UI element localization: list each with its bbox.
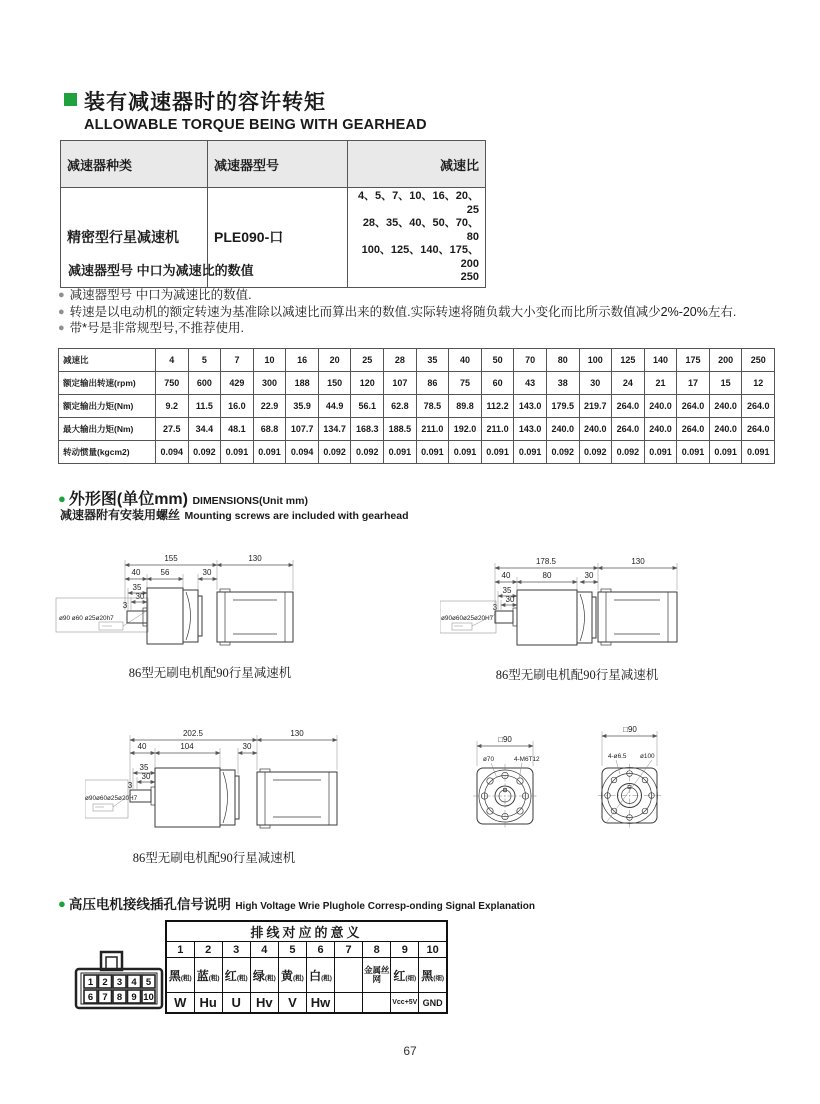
connector-pin-number: 3: [116, 977, 123, 988]
mounting-note-cn: 减速器附有安装用螺丝: [60, 508, 181, 522]
drawing-caption: 86型无刷电机配90行星减速机: [128, 666, 292, 680]
connector-pin-number: 7: [102, 992, 108, 1003]
dimensions-heading-en: DIMENSIONS(Unit mm): [192, 495, 308, 507]
table-cell: 0.091: [221, 441, 254, 464]
note-item: [58, 304, 798, 321]
table-row-max-torque: [59, 418, 775, 441]
connector-pin-number: 5: [145, 977, 152, 988]
table-cell: 7: [335, 942, 363, 958]
table-cell: 3: [222, 942, 250, 958]
table-cell: 0.092: [579, 441, 612, 464]
table-cell: 5: [188, 349, 221, 372]
table-cell: 0.091: [742, 441, 775, 464]
signal-cell: W: [166, 993, 194, 1014]
dim-label: 178.5: [535, 557, 557, 566]
wire-cell: 蓝(粗): [194, 958, 222, 993]
bullet-icon: ●: [58, 289, 65, 301]
table-cell: 0.091: [481, 441, 514, 464]
table-cell: 219.7: [579, 395, 612, 418]
table-cell: 60: [481, 372, 514, 395]
table-cell: 10: [419, 942, 447, 958]
dim-label: 40: [131, 568, 141, 577]
table-cell: 107: [384, 372, 417, 395]
table-cell: 0.091: [416, 441, 449, 464]
col-header-model: 减速器型号: [208, 141, 348, 188]
bullet-icon: ●: [58, 305, 65, 318]
dim-label: 202.5: [182, 729, 204, 738]
dim-label: 30: [141, 772, 151, 781]
dim-label: 30: [135, 592, 145, 601]
table-cell: 20: [318, 349, 351, 372]
table-cell: 1: [166, 942, 194, 958]
table-cell: 17: [677, 372, 710, 395]
wire-cell: 绿(粗): [250, 958, 278, 993]
table-cell: 44.9: [318, 395, 351, 418]
table-cell: 0.094: [156, 441, 189, 464]
table-cell: 188: [286, 372, 319, 395]
col-header-type: 减速器种类: [61, 141, 208, 188]
table-cell: 150: [318, 372, 351, 395]
connector-pin-row-2: [84, 990, 155, 1003]
drawing-caption: 86型无刷电机配90行星减速机: [495, 668, 659, 682]
table-cell: 240.0: [546, 418, 579, 441]
connector-icon: [73, 948, 165, 1010]
wire-cell: 黄(粗): [278, 958, 306, 993]
table-cell: 211.0: [416, 418, 449, 441]
dim-label: 104: [180, 742, 194, 751]
connector-pin-number: 6: [87, 992, 94, 1003]
table-cell: 0.092: [318, 441, 351, 464]
table-cell: 0.091: [709, 441, 742, 464]
table-cell: 0.092: [612, 441, 645, 464]
table-cell: 264.0: [742, 418, 775, 441]
table-cell: 120: [351, 372, 384, 395]
dimension-drawing-3: [85, 728, 430, 863]
shaft-diameter-labels: ø90ø60ø25ø20H7: [441, 615, 494, 622]
flange-label: 4-M6T12: [514, 756, 540, 763]
flange-label: ø100: [640, 753, 655, 760]
signal-table: [165, 920, 448, 1014]
table-cell: 0.091: [449, 441, 482, 464]
table-cell: 143.0: [514, 395, 547, 418]
signal-heading-cn: 高压电机接线插孔信号说明: [68, 897, 231, 912]
dim-label: 40: [501, 571, 511, 580]
table-cell: 8: [363, 942, 391, 958]
signal-cell: Vcc+5V: [391, 993, 419, 1014]
signal-heading: [58, 893, 535, 914]
signal-cell: GND: [419, 993, 447, 1014]
table-cell: 264.0: [612, 418, 645, 441]
signal-cell: V: [278, 993, 306, 1014]
connector-pin-number: 1: [87, 977, 94, 988]
table-cell: 0.092: [188, 441, 221, 464]
dim-label: 130: [290, 729, 304, 738]
table-cell: 100: [579, 349, 612, 372]
section-bullet-icon: ●: [58, 491, 66, 506]
table-cell: 34.4: [188, 418, 221, 441]
signal-cell: Hu: [194, 993, 222, 1014]
page-title-en: ALLOWABLE TORQUE BEING WITH GEARHEAD: [84, 117, 427, 133]
table-cell: 0.092: [351, 441, 384, 464]
table-cell: 89.8: [449, 395, 482, 418]
table-cell: 200: [709, 349, 742, 372]
table-cell: 600: [188, 372, 221, 395]
table-cell: 21: [644, 372, 677, 395]
table-cell: 11.5: [188, 395, 221, 418]
dim-label: 30: [505, 595, 515, 604]
table-cell: 86: [416, 372, 449, 395]
flange-label: 4-ø6.5: [608, 753, 627, 760]
page-title-block: [64, 86, 427, 133]
table-cell: 240.0: [579, 418, 612, 441]
note-item: [58, 320, 798, 337]
dim-label: 35: [502, 586, 512, 595]
table-cell: 140: [644, 349, 677, 372]
table-cell: 300: [253, 372, 286, 395]
connector-pin-number: 4: [131, 977, 137, 988]
dimension-drawing-2: [440, 545, 785, 677]
dim-label: 130: [631, 557, 645, 566]
table-cell: 107.7: [286, 418, 319, 441]
signal-cell: [363, 993, 391, 1014]
table-cell: 429: [221, 372, 254, 395]
ratio-line: 250: [460, 271, 479, 283]
table-cell: 6: [306, 942, 334, 958]
table-cell: 0.092: [546, 441, 579, 464]
wire-cell: [335, 958, 363, 993]
dim-label: 35: [132, 583, 142, 592]
shaft-diameter-labels: ø90 ø60 ø25ø20h7: [59, 615, 114, 622]
note-text: 带*号是非常规型号,不推荐使用.: [69, 321, 244, 335]
table-cell: 240.0: [709, 395, 742, 418]
ratio-line: 4、5、7、10、16、20、25: [357, 190, 479, 216]
connector-pin-number: 10: [143, 992, 154, 1003]
table-row-ratio: [59, 349, 775, 372]
table-cell: 264.0: [612, 395, 645, 418]
gearhead-ratios: [348, 188, 486, 288]
table-cell: 179.5: [546, 395, 579, 418]
table-cell: 35: [416, 349, 449, 372]
flange-label: ø70: [483, 756, 495, 763]
wire-cell: 黑(粗): [166, 958, 194, 993]
table-cell: 125: [612, 349, 645, 372]
table-cell: 40: [449, 349, 482, 372]
table-cell: 5: [278, 942, 306, 958]
table-cell: 240.0: [644, 418, 677, 441]
table-cell: 9: [391, 942, 419, 958]
dim-label: 80: [542, 571, 552, 580]
signal-pin-row: [166, 942, 447, 958]
shaft-diameter-labels: ø90ø60ø25ø20H7: [85, 795, 138, 802]
mounting-note: [60, 506, 409, 524]
table-cell: 264.0: [742, 395, 775, 418]
table-cell: 75: [449, 372, 482, 395]
note-text: 减速器型号 中口为减速比的数值.: [69, 288, 252, 302]
table-row-speed: [59, 372, 775, 395]
signal-heading-en: High Voltage Wrie Plughole Corresp-onding Signal Explanation: [235, 901, 535, 912]
gearhead-type: 精密型行星减速机: [61, 188, 208, 288]
signal-cell: [335, 993, 363, 1014]
table-cell: 240.0: [644, 395, 677, 418]
wire-cell: 黑(细): [419, 958, 447, 993]
dim-label: 3: [122, 601, 128, 610]
mounting-note-en: Mounting screws are included with gearhead: [184, 510, 409, 522]
table-cell: 9.2: [156, 395, 189, 418]
wire-cell: 金属丝网: [363, 958, 391, 993]
connector-pin-number: 8: [116, 992, 123, 1003]
wire-cell: 红(粗): [222, 958, 250, 993]
dim-label: □90: [498, 735, 512, 744]
signal-name-row: [166, 993, 447, 1014]
table-cell: 70: [514, 349, 547, 372]
table-cell: 15: [709, 372, 742, 395]
dim-label: 155: [164, 554, 178, 563]
ratio-line: 28、35、40、50、70、80: [362, 217, 479, 243]
table-cell: 38: [546, 372, 579, 395]
notes-block: [58, 287, 798, 337]
table-cell: 28: [384, 349, 417, 372]
table-cell: 56.1: [351, 395, 384, 418]
table-cell: 134.7: [318, 418, 351, 441]
table-cell: 10: [253, 349, 286, 372]
table-cell: 0.091: [253, 441, 286, 464]
torque-table: [58, 348, 775, 464]
table-cell: 112.2: [481, 395, 514, 418]
table-cell: 0.091: [514, 441, 547, 464]
green-square-icon: [64, 93, 77, 106]
signal-table-title-row: [166, 921, 447, 942]
table-cell: 48.1: [221, 418, 254, 441]
note-item: [58, 287, 798, 304]
table-cell: 188.5: [384, 418, 417, 441]
table-cell: 7: [221, 349, 254, 372]
dim-label: 30: [242, 742, 252, 751]
table-cell: 62.8: [384, 395, 417, 418]
note-text: 转速是以电动机的额定转速为基准除以减速比而算出来的数值.实际转速将随负载大小变化而比所示数值减少2%-20%左右.: [69, 304, 737, 319]
table-cell: 27.5: [156, 418, 189, 441]
table-cell: 0.091: [677, 441, 710, 464]
connector-pin-number: 2: [102, 977, 108, 988]
dim-label: 56: [160, 568, 170, 577]
row-label: 额定输出力矩(Nm): [59, 395, 156, 418]
table-cell: 12: [742, 372, 775, 395]
table-cell: 264.0: [677, 418, 710, 441]
row-label: 额定输出转速(rpm): [59, 372, 156, 395]
section-bullet-icon: ●: [58, 896, 66, 911]
page-title-cn: 装有减速器时的容许转矩: [84, 91, 326, 114]
table-cell: 80: [546, 349, 579, 372]
dim-label: 3: [127, 781, 133, 790]
table-cell: 143.0: [514, 418, 547, 441]
table-cell: 168.3: [351, 418, 384, 441]
table-cell: 30: [579, 372, 612, 395]
signal-cell: Hw: [306, 993, 334, 1014]
table-cell: 192.0: [449, 418, 482, 441]
table-cell: 0.091: [644, 441, 677, 464]
row-label: 最大输出力矩(Nm): [59, 418, 156, 441]
table-cell: 4: [250, 942, 278, 958]
drawing-caption: 86型无刷电机配90行星减速机: [132, 851, 296, 865]
table-cell: 16: [286, 349, 319, 372]
connector-pin-row-1: [84, 975, 155, 988]
dim-label: 30: [584, 571, 594, 580]
flange-drawing: [470, 722, 710, 837]
wire-cell: 白(粗): [306, 958, 334, 993]
table-row-inertia: [59, 441, 775, 464]
dim-label: □90: [623, 725, 637, 734]
dim-label: 30: [202, 568, 212, 577]
table-cell: 4: [156, 349, 189, 372]
row-label: 减速比: [59, 349, 156, 372]
table-cell: 175: [677, 349, 710, 372]
table-cell: 264.0: [677, 395, 710, 418]
table-cell: 0.094: [286, 441, 319, 464]
dim-label: 130: [248, 554, 262, 563]
table-cell: 24: [612, 372, 645, 395]
signal-table-title: 排线对应的意义: [166, 921, 447, 942]
connector-pin-number: 9: [131, 992, 137, 1003]
table-row-rated-torque: [59, 395, 775, 418]
table-cell: 43: [514, 372, 547, 395]
table-header-row: [61, 141, 486, 188]
signal-cell: Hv: [250, 993, 278, 1014]
gearhead-table-footnote: 减速器型号 中口为减速比的数值: [68, 263, 254, 278]
signal-cell: U: [222, 993, 250, 1014]
page-number: 67: [403, 1044, 417, 1058]
table-cell: 16.0: [221, 395, 254, 418]
table-cell: 0.091: [384, 441, 417, 464]
wire-cell: 红(细): [391, 958, 419, 993]
table-cell: 750: [156, 372, 189, 395]
table-cell: 35.9: [286, 395, 319, 418]
dim-label: 40: [137, 742, 147, 751]
ratio-line: 100、125、140、175、200: [361, 244, 479, 270]
bullet-icon: ●: [58, 322, 65, 334]
signal-wire-row: [166, 958, 447, 993]
table-cell: 2: [194, 942, 222, 958]
col-header-ratio: 减速比: [348, 141, 486, 188]
table-cell: 25: [351, 349, 384, 372]
table-cell: 78.5: [416, 395, 449, 418]
table-cell: 211.0: [481, 418, 514, 441]
table-cell: 250: [742, 349, 775, 372]
dim-label: 3: [492, 603, 498, 612]
dimension-drawing-1: [55, 548, 405, 678]
gearhead-model: PLE090-口: [208, 188, 348, 288]
row-label: 转动惯量(kgcm2): [59, 441, 156, 464]
table-cell: 50: [481, 349, 514, 372]
dimensions-heading-cn: 外形图(单位mm): [68, 491, 188, 508]
table-cell: 240.0: [709, 418, 742, 441]
table-cell: 68.8: [253, 418, 286, 441]
table-cell: 22.9: [253, 395, 286, 418]
dim-label: 35: [139, 763, 149, 772]
